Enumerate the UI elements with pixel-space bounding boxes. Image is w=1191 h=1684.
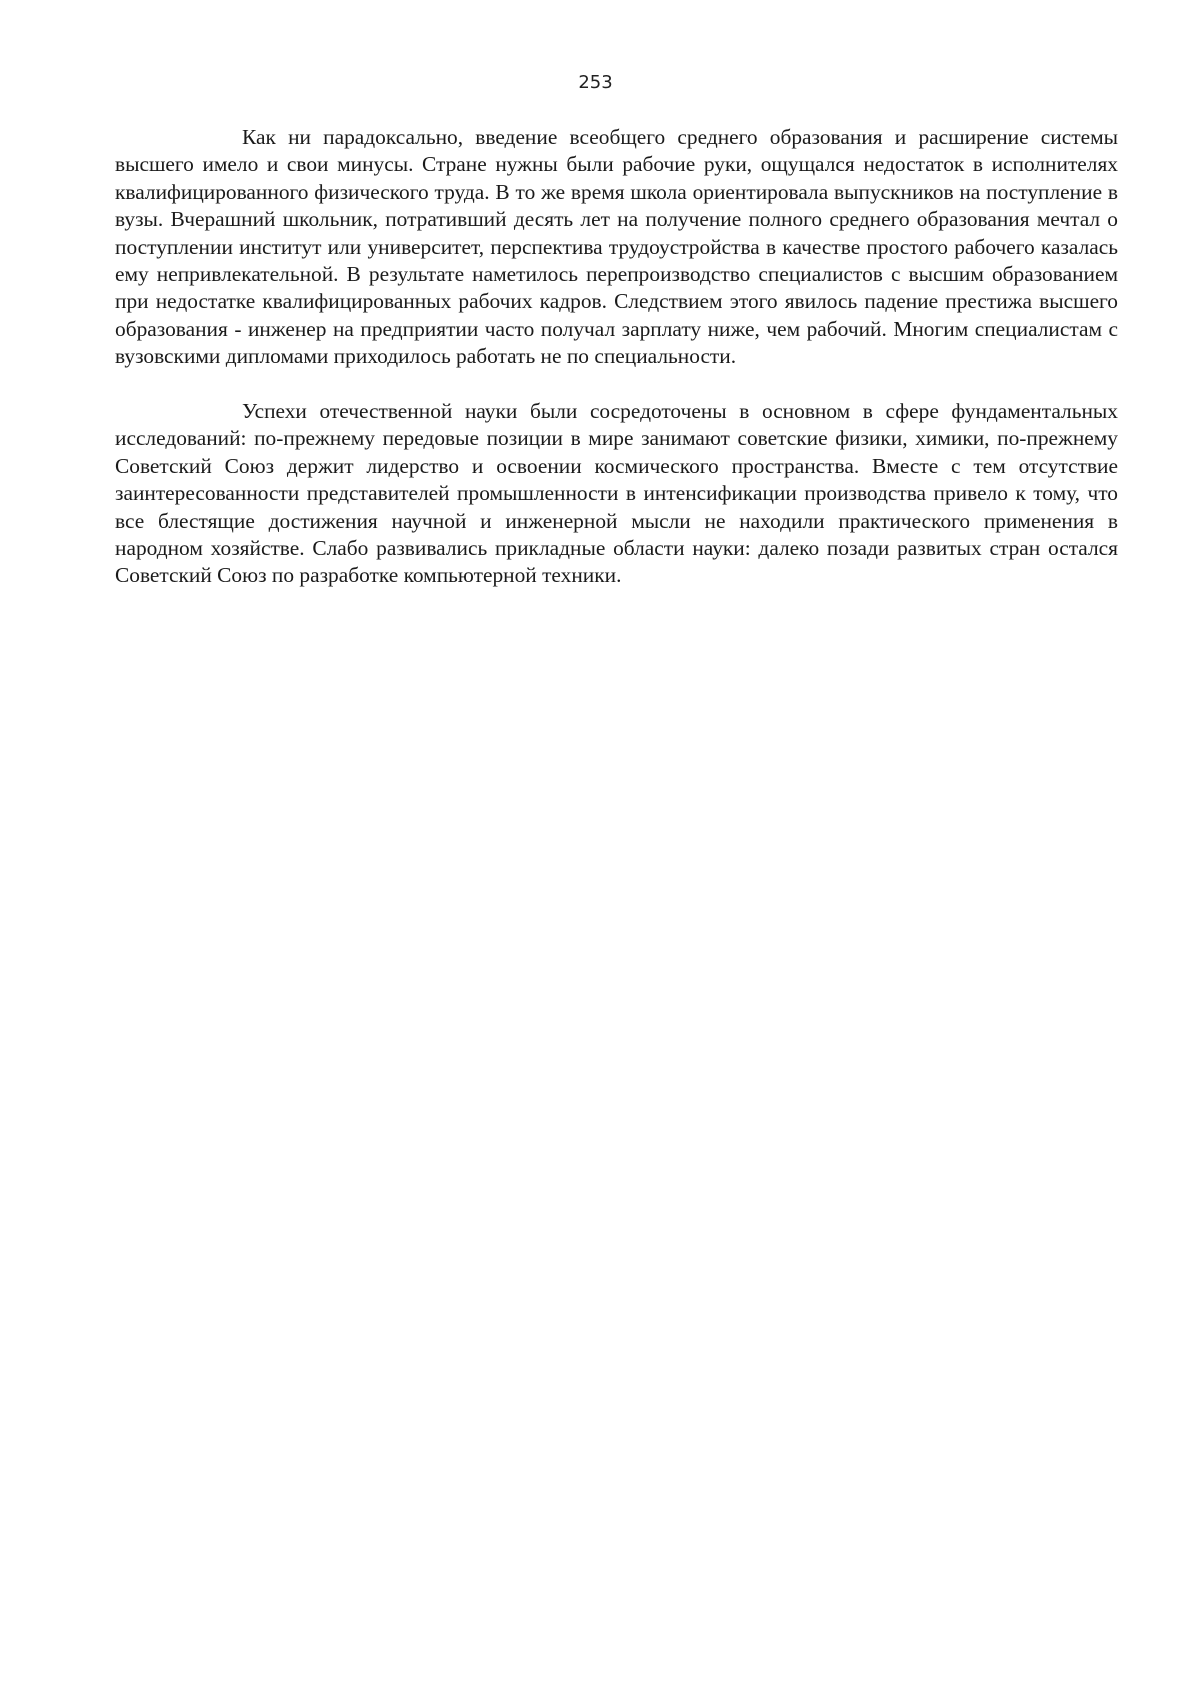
- paragraph-2: Успехи отечественной науки были сосредоточены в основном в сфере фундаментальных исследований: по-прежнему передовые позиции в мире занимают советские физики, химики, по-прежнему Советский Союз держит лидерство и освоении космического пространства. Вместе с тем отсутствие заинтересованности представителей промышленности в интенсификации производства привело к тому, что все блестящие достижения научной и инженерной мысли не находили практического применения в народном хозяйстве. Слабо развивались прикладные области науки: далеко позади развитых стран остался Советский Союз по разработке компьютерной техники.: [115, 399, 1118, 588]
- paragraph-1: Как ни парадоксально, введение всеобщего среднего образования и расширение системы высшего имело и свои минусы. Стране нужны были рабочие руки, ощущался недостаток в исполнителях квалифицированного физического труда. В то же время школа ориентировала выпускников на поступление в вузы. Вчерашний школьник, потративший десять лет на получение полного среднего образования мечтал о поступлении институт или университет, перспектива трудоустройства в качестве простого рабочего казалась ему непривлекательной. В результате наметилось перепроизводство специалистов с высшим образованием при недостатке квалифицированных рабочих кадров. Следствием этого явилось падение престижа высшего образования - инженер на предприятии часто получал зарплату ниже, чем рабочий. Многим специалистам с вузовскими дипломами приходилось работать не по специальности.: [115, 125, 1118, 369]
- body-text: [115, 124, 1118, 590]
- page-number: 253: [578, 72, 613, 93]
